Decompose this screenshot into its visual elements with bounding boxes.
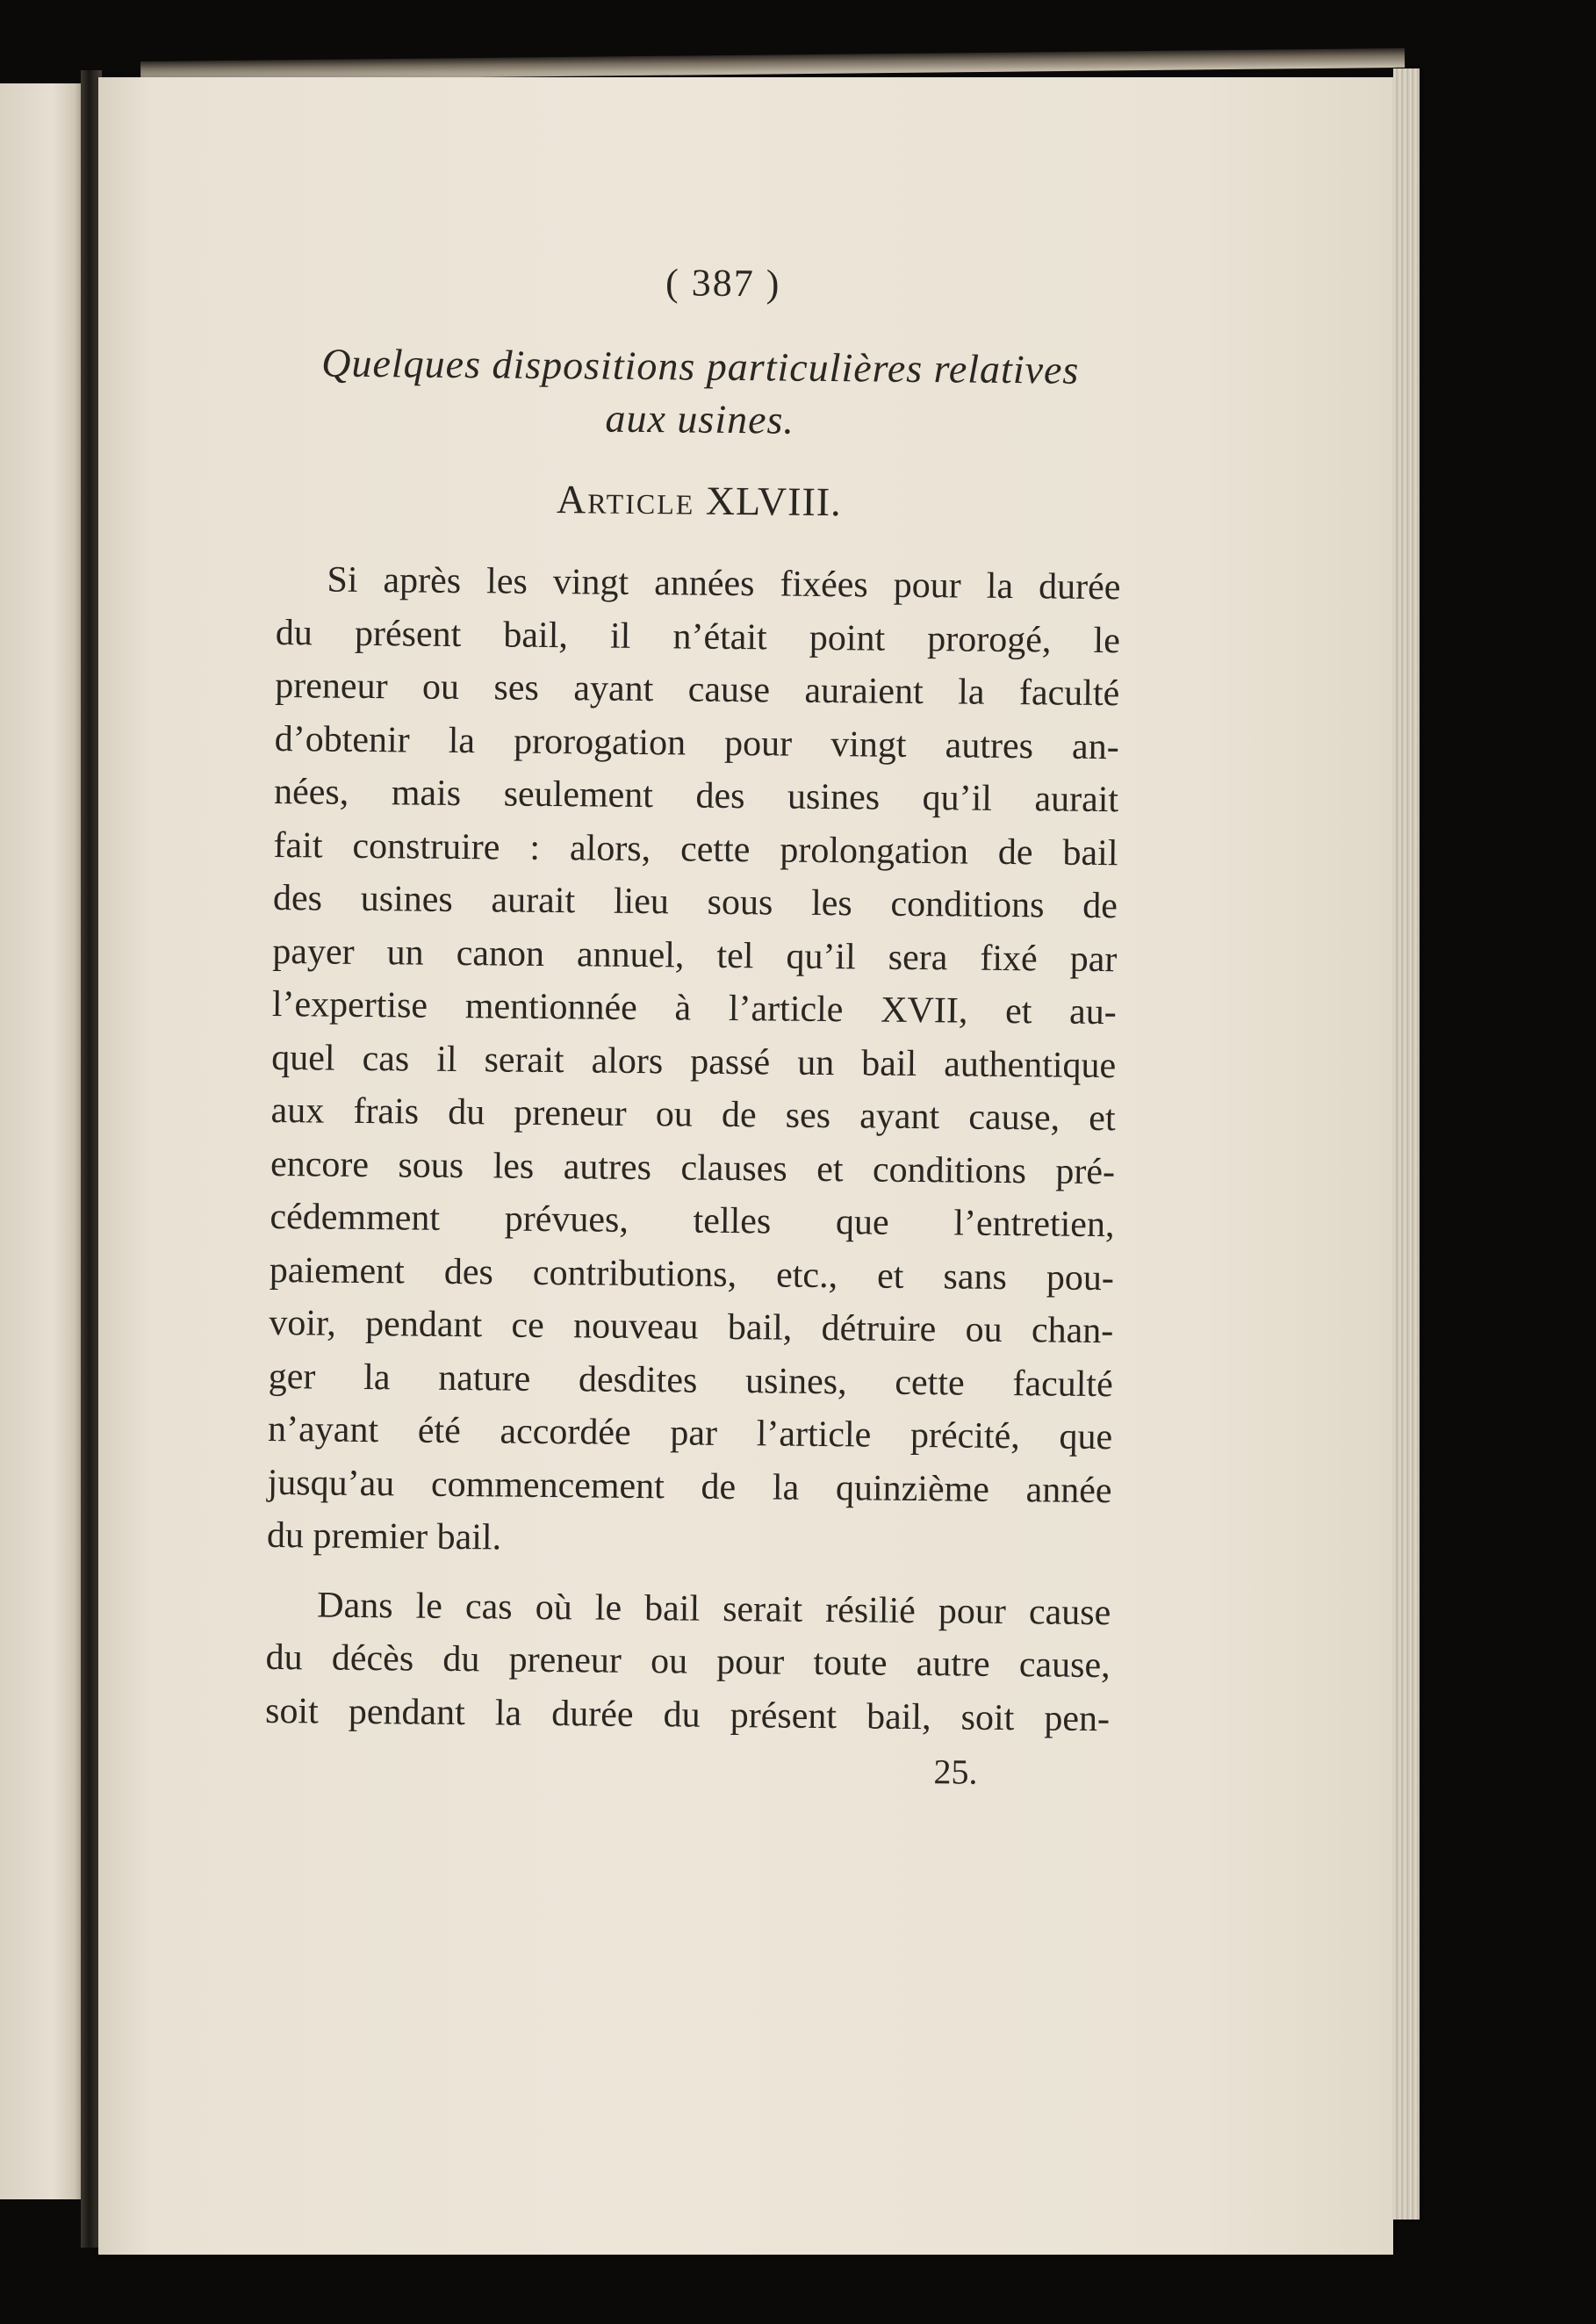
- page-fore-edge: [1393, 68, 1420, 2220]
- section-title-line-2: aux usines.: [605, 395, 795, 442]
- text-line: du premier bail.: [266, 1515, 502, 1558]
- text-line: ger la nature desdites usines, cette faculté: [268, 1356, 1113, 1405]
- article-label: Article: [556, 477, 695, 523]
- text-line: d’obtenir la prorogation pour vingt autres an-: [274, 718, 1119, 767]
- text-line: n’ayant été accordée par l’article précité, que: [267, 1408, 1113, 1458]
- paragraph-1: [267, 553, 1121, 1571]
- text-line: fait construire : alors, cette prolongation de bail: [273, 824, 1118, 874]
- text-line: aux frais du preneur ou de ses ayant cause, et: [270, 1090, 1116, 1140]
- text-line: l’expertise mentionnée à l’article XVII, et au-: [271, 983, 1117, 1033]
- article-number: XLVIII.: [705, 478, 842, 525]
- article-heading: [277, 473, 1121, 528]
- text-line: encore sous les autres clauses et conditions pré-: [270, 1143, 1116, 1192]
- text-line: payer un canon annuel, tel qu’il sera fixé par: [272, 931, 1118, 980]
- text-line: voir, pendant ce nouveau bail, détruire ou chan-: [269, 1302, 1114, 1352]
- section-title-line-1: Quelques dispositions particulières relatives: [321, 340, 1080, 392]
- text-line: Dans le cas où le bail serait résilié pour cause: [317, 1584, 1111, 1633]
- text-line: Si après les vingt années fixées pour la durée: [327, 559, 1121, 608]
- page-top-edge: [140, 48, 1405, 81]
- text-line: soit pendant la durée du présent bail, soit pen-: [264, 1690, 1111, 1739]
- text-line: nées, mais seulement des usines qu’il aurait: [273, 771, 1119, 821]
- text-line: du décès du preneur ou pour toute autre cause,: [265, 1637, 1111, 1687]
- text-line: paiement des contributions, etc., et sans pou-: [269, 1249, 1115, 1299]
- facing-page-edge: [0, 83, 88, 2199]
- text-line: quel cas il serait alors passé un bail authentique: [271, 1037, 1117, 1086]
- page-number: ( 387 ): [665, 261, 781, 306]
- text-line: des usines aurait lieu sous les conditions de: [272, 877, 1118, 927]
- text-line: jusqu’au commencement de la quinzième année: [267, 1462, 1112, 1511]
- paragraph-2: [265, 1578, 1111, 1745]
- text-line: du présent bail, il n’était point prorogé, le: [275, 612, 1121, 661]
- signature-mark: 25.: [933, 1752, 978, 1792]
- page-text-block: [264, 256, 1124, 1794]
- text-line: preneur ou ses ayant cause auraient la faculté: [275, 665, 1120, 715]
- text-line: cédemment prévues, telles que l’entretien,: [270, 1196, 1115, 1246]
